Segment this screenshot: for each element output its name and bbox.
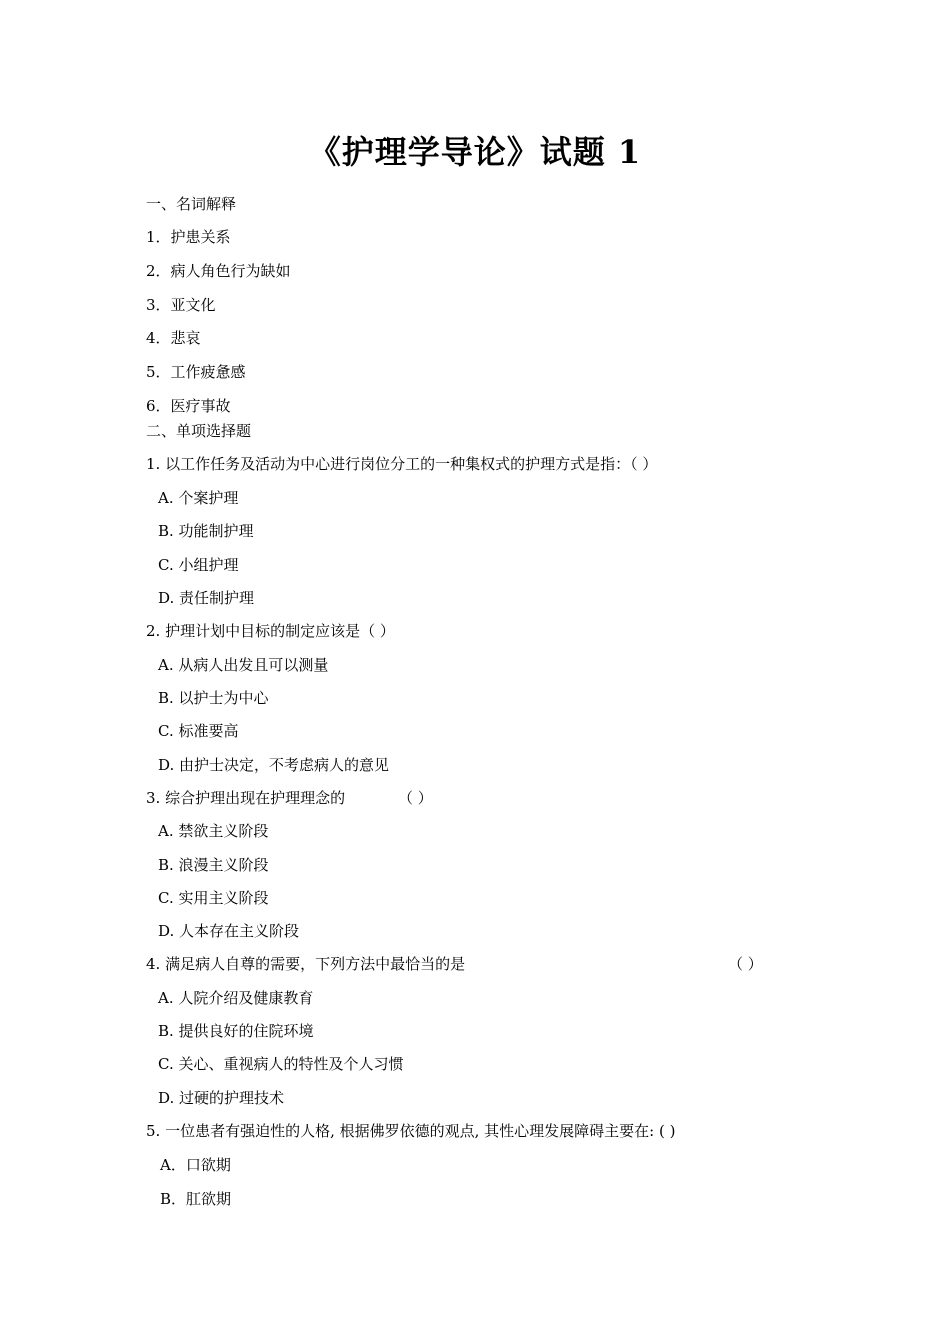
question-option: B. 提供良好的住院环境 xyxy=(158,1022,314,1040)
question-option: B. 功能制护理 xyxy=(158,522,254,540)
question-stem: 3. 综合护理出现在护理理念的 xyxy=(146,789,346,807)
term-item: 3．亚文化 xyxy=(146,296,216,314)
answer-blank: （ ） xyxy=(398,789,433,807)
question-option: D. 责任制护理 xyxy=(158,589,255,607)
question-option: B. 浪漫主义阶段 xyxy=(158,856,269,874)
question-option: A. 人院介绍及健康教育 xyxy=(158,989,314,1007)
question-option: C. 实用主义阶段 xyxy=(158,889,269,907)
term-item: 6．医疗事故 xyxy=(146,397,231,415)
question-option: D. 由护士决定，不考虑病人的意见 xyxy=(158,756,390,774)
question-option: A．口欲期 xyxy=(160,1156,231,1174)
term-item: 2．病人角色行为缺如 xyxy=(146,262,291,280)
term-item: 4．悲哀 xyxy=(146,329,201,347)
term-item: 5．工作疲惫感 xyxy=(146,363,246,381)
answer-blank: （ ） xyxy=(728,955,763,973)
section-heading: 二、单项选择题 xyxy=(146,422,252,440)
question-option: A. 禁欲主义阶段 xyxy=(158,822,269,840)
question-option: C. 小组护理 xyxy=(158,556,239,574)
page-title: 《护理学导论》试题 1 xyxy=(308,133,642,171)
question-option: B. 以护士为中心 xyxy=(158,689,269,707)
question-option: C. 关心、重视病人的特性及个人习惯 xyxy=(158,1055,404,1073)
question-option: D. 人本存在主义阶段 xyxy=(158,922,300,940)
term-item: 1．护患关系 xyxy=(146,228,231,246)
question-option: C. 标准要高 xyxy=(158,722,239,740)
section-heading: 一、名词解释 xyxy=(146,195,237,213)
question-option: D. 过硬的护理技术 xyxy=(158,1089,285,1107)
question-stem: 1. 以工作任务及活动为中心进行岗位分工的一种集权式的护理方式是指：（ ） xyxy=(146,455,658,473)
question-stem: 4. 满足病人自尊的需要，下列方法中最恰当的是 xyxy=(146,955,466,973)
question-stem: 5. 一位患者有强迫性的人格, 根据佛罗依德的观点, 其性心理发展障碍主要在: ( ) xyxy=(146,1122,676,1140)
question-option: A. 从病人出发且可以测量 xyxy=(158,656,329,674)
question-stem: 2. 护理计划中目标的制定应该是（ ） xyxy=(146,622,395,640)
question-option: A. 个案护理 xyxy=(158,489,239,507)
question-option: B．肛欲期 xyxy=(160,1190,232,1208)
